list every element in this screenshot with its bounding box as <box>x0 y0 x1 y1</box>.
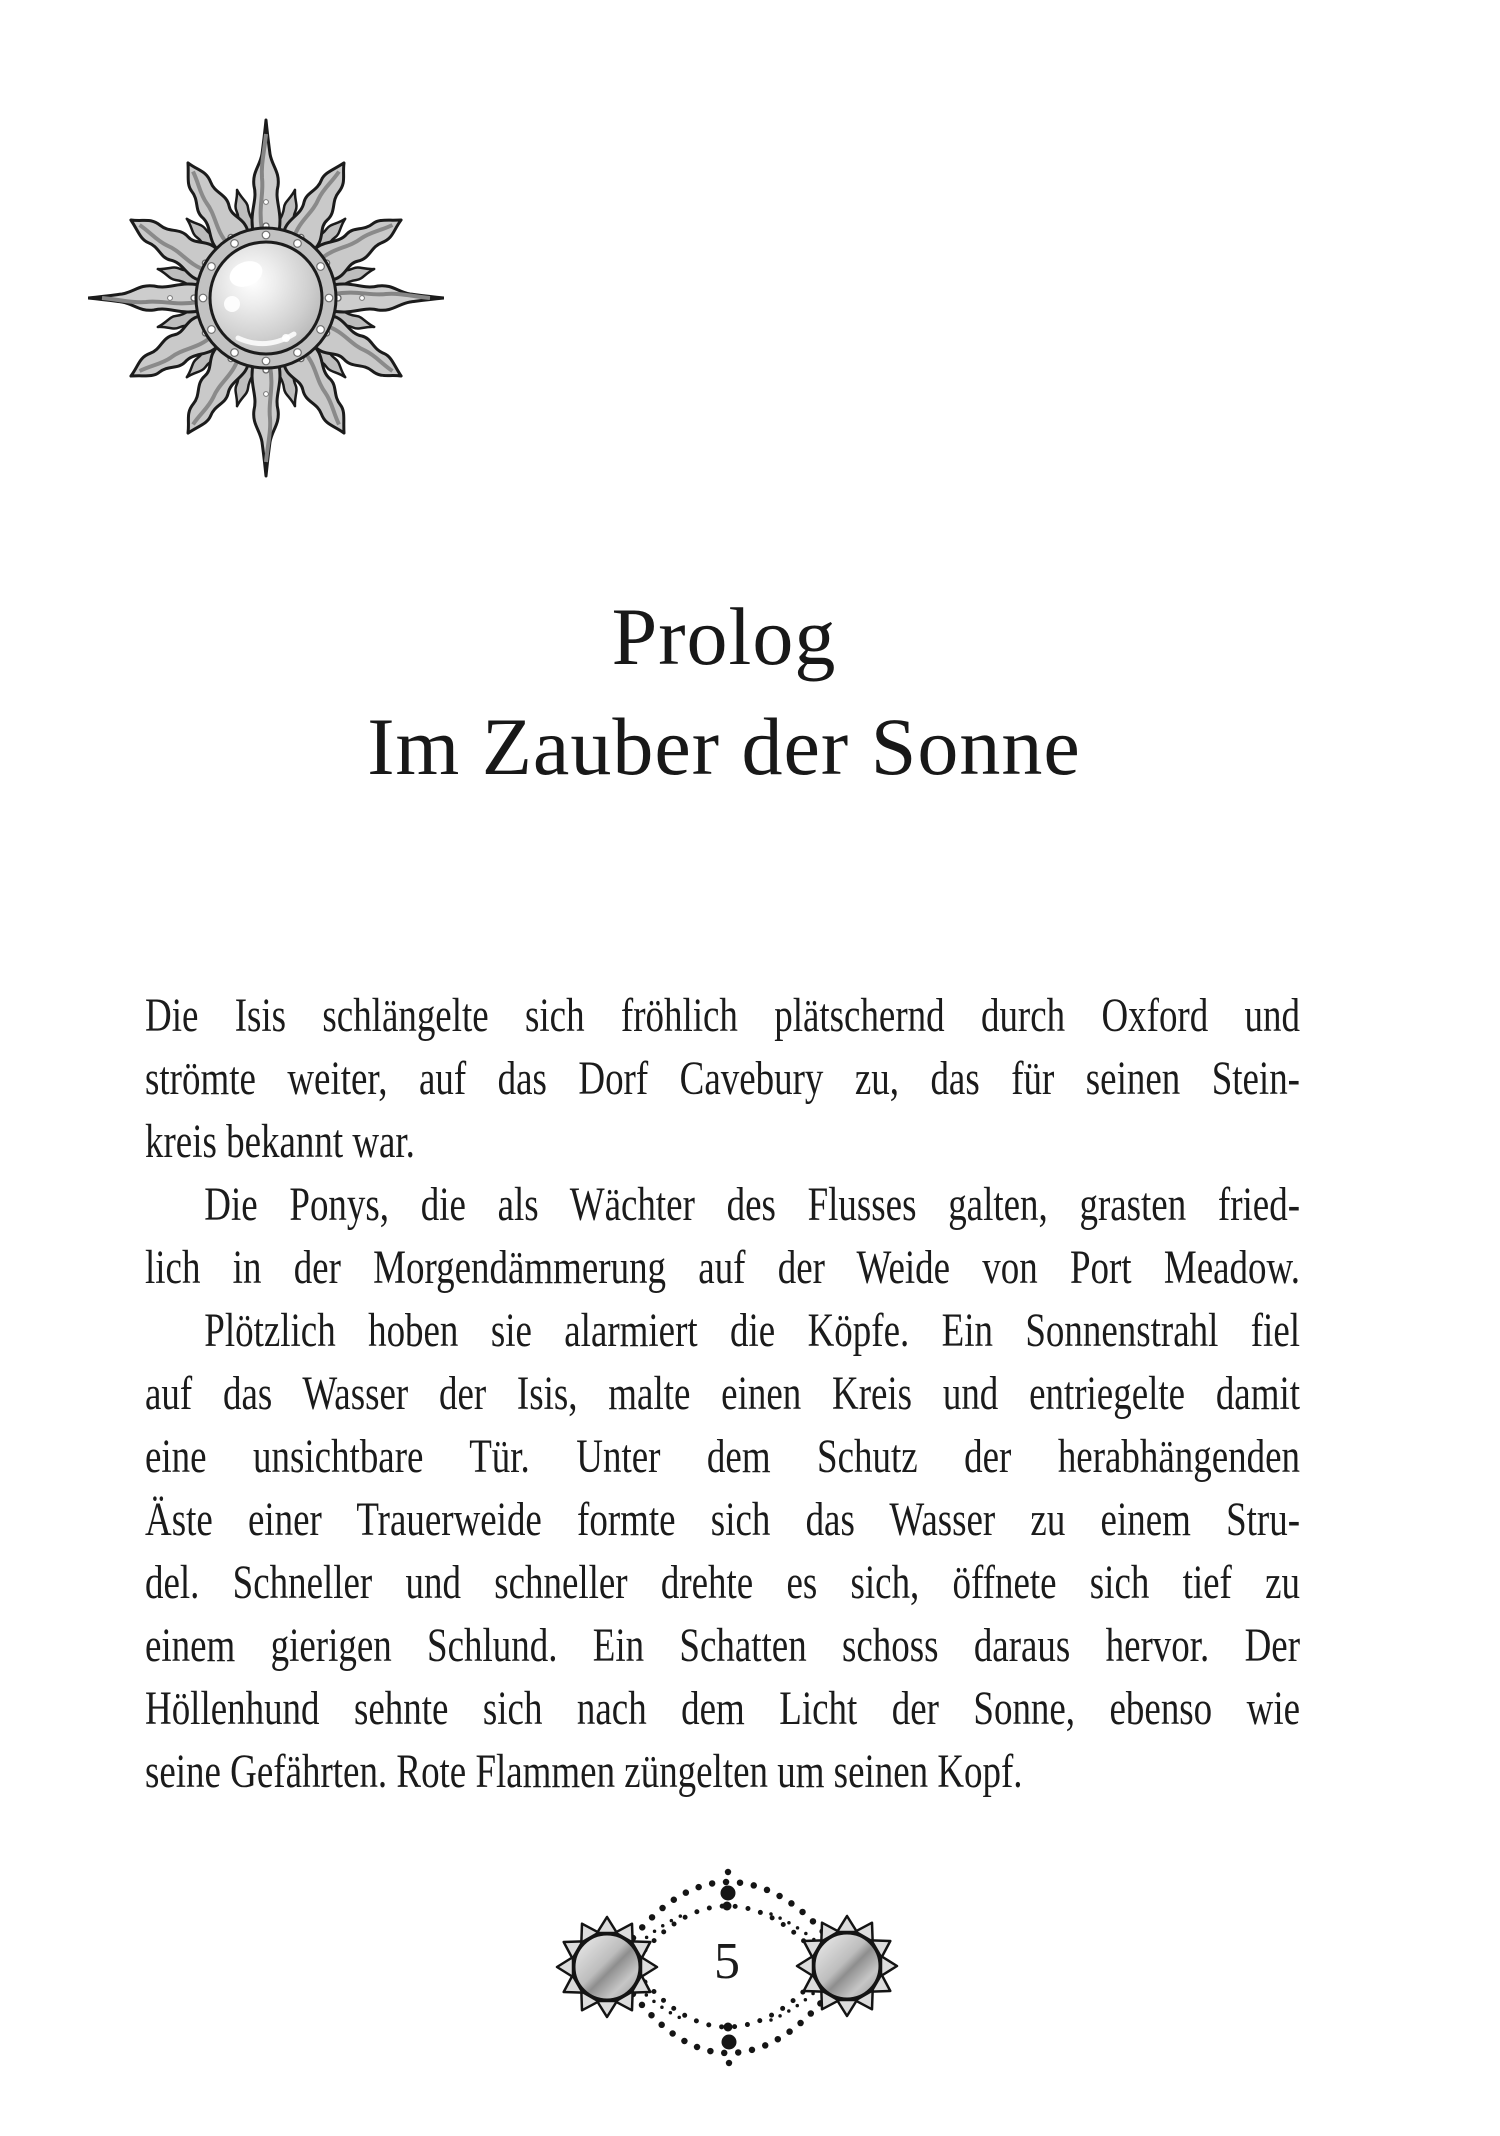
body-text <box>145 984 1300 1803</box>
body-line: del. Schneller und schneller drehte es sich, öffnete sich tief zu <box>145 1556 1300 1609</box>
body-line: strömte weiter, auf das Dorf Cavebury zu, das für seinen Stein- <box>145 1052 1300 1105</box>
body-line: auf das Wasser der Isis, malte einen Kreis und entriegelte damit <box>145 1367 1300 1420</box>
body-line: kreis bekannt war. <box>145 1115 415 1168</box>
footer-ornament <box>527 1862 927 2077</box>
sun-illustration <box>88 108 444 484</box>
body-line: einem gierigen Schlund. Ein Schatten schoss daraus hervor. Der <box>145 1619 1300 1672</box>
body-line: lich in der Morgendämmerung auf der Weide von Port Meadow. <box>145 1241 1300 1294</box>
chapter-title <box>145 582 1303 802</box>
body-line: seine Gefährten. Rote Flammen züngelten um seinen Kopf. <box>145 1745 1023 1798</box>
chapter-title-line1: Prolog <box>611 591 837 682</box>
chapter-title-line2: Im Zauber der Sonne <box>367 701 1081 792</box>
body-line: Die Isis schlängelte sich fröhlich plätschernd durch Oxford und <box>145 989 1300 1042</box>
body-line: Plötzlich hoben sie alarmiert die Köpfe. Ein Sonnenstrahl fiel <box>204 1304 1300 1357</box>
body-line: Höllenhund sehnte sich nach dem Licht der Sonne, ebenso wie <box>145 1682 1300 1735</box>
page-number: 5 <box>714 1933 740 1990</box>
body-line: Äste einer Trauerweide formte sich das Wasser zu einem Stru- <box>145 1493 1300 1546</box>
body-line: Die Ponys, die als Wächter des Flusses galten, grasten fried- <box>204 1178 1300 1231</box>
body-line: eine unsichtbare Tür. Unter dem Schutz der herabhängenden <box>145 1430 1300 1483</box>
